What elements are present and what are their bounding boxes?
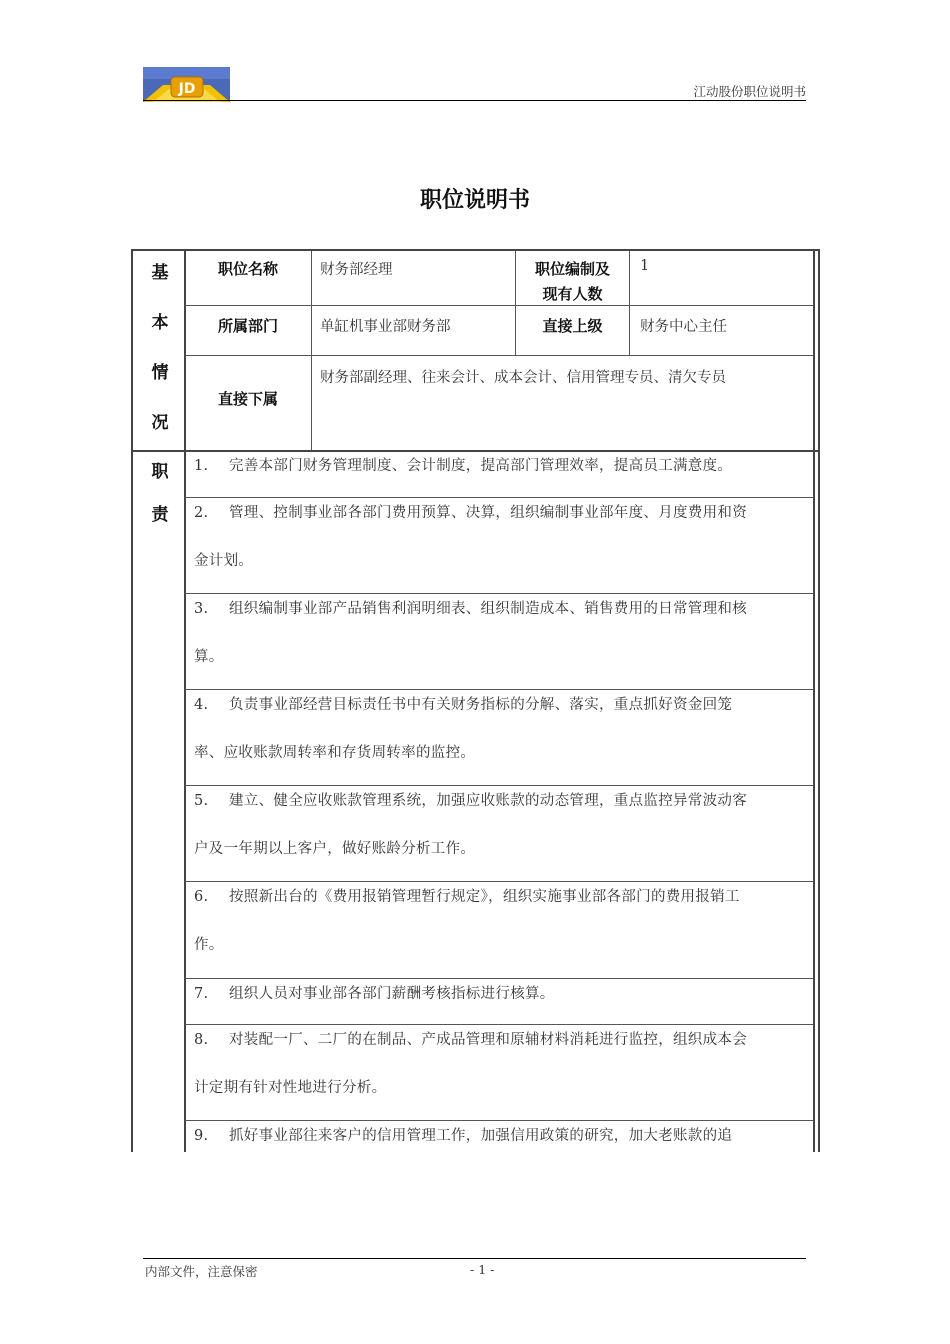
duty-item <box>194 681 810 777</box>
svg-text:JD: JD <box>178 81 196 97</box>
page-title: 职位说明书 <box>419 188 530 213</box>
duty-item <box>194 489 810 585</box>
department-label: 所属部门 <box>217 317 278 335</box>
subordinates-value: 财务部副经理、往来会计、成本会计、信用管理专员、清欠专员 <box>320 370 726 386</box>
headcount-label <box>516 258 629 304</box>
duty-number: 4. <box>194 697 209 713</box>
duty-number: 8. <box>194 1032 209 1048</box>
duty-text: 按照新出台的《费用报销管理暂行规定》，组织实施事业部各部门的费用报销工 <box>229 889 740 905</box>
headcount-label-line1: 职位编制及 <box>534 260 610 278</box>
duty-item <box>194 442 810 490</box>
duty-text: 抓好事业部往来客户的信用管理工作，加强信用政策的研究，加大老账款的追 <box>229 1128 733 1144</box>
position-name-value: 财务部经理 <box>320 262 393 278</box>
duty-text: 组织人员对事业部各部门薪酬考核指标进行核算。 <box>229 986 555 1002</box>
section-column-divider <box>184 251 186 1152</box>
duty-item <box>194 585 810 681</box>
duty-text-continued: 率、应收账款周转率和存货周转率的监控。 <box>194 745 476 761</box>
section-label-char: 职 <box>151 462 169 482</box>
row-divider <box>185 305 813 306</box>
duty-number: 2. <box>194 505 209 521</box>
duty-number: 5. <box>194 793 209 809</box>
duty-number: 3. <box>194 601 209 617</box>
position-name-label: 职位名称 <box>217 260 278 278</box>
duty-text: 组织编制事业部产品销售利润明细表、组织制造成本、销售费用的日常管理和核 <box>229 601 747 617</box>
headcount-value: 1 <box>640 258 650 274</box>
headcount-label-line2: 现有人数 <box>542 285 603 303</box>
confidential-notice: 内部文件，注意保密 <box>145 1264 258 1279</box>
duty-item <box>194 970 810 1018</box>
duty-text: 完善本部门财务管理制度、会计制度，提高部门管理效率，提高员工满意度。 <box>229 458 733 474</box>
duty-text-continued: 金计划。 <box>194 553 254 569</box>
duty-number: 6. <box>194 889 209 905</box>
company-document-title: 江动股份职位说明书 <box>693 84 806 99</box>
section-label-char: 责 <box>151 505 169 525</box>
section-label-char: 本 <box>151 313 169 333</box>
duty-item <box>194 1016 810 1112</box>
section-label-char: 情 <box>151 363 169 383</box>
section-label-char: 况 <box>151 413 169 433</box>
column-divider <box>311 251 312 451</box>
duty-number: 9. <box>194 1128 209 1144</box>
duty-number: 7. <box>194 986 209 1002</box>
page-number: - 1 - <box>470 1262 495 1277</box>
superior-value: 财务中心主任 <box>640 319 727 335</box>
duty-item <box>194 777 810 873</box>
row-divider <box>185 355 813 356</box>
duty-text: 负责事业部经营目标责任书中有关财务指标的分解、落实，重点抓好资金回笼 <box>229 697 733 713</box>
duty-text-continued: 算。 <box>194 649 224 665</box>
section-label-char: 基 <box>151 263 169 283</box>
department-value: 单缸机事业部财务部 <box>320 319 451 335</box>
column-divider <box>629 251 630 355</box>
duty-text-continued: 计定期有针对性地进行分析。 <box>194 1080 387 1096</box>
right-inner-border <box>813 251 815 1152</box>
duty-item <box>194 1112 810 1160</box>
duty-text-continued: 户及一年期以上客户，做好账龄分析工作。 <box>194 841 476 857</box>
duty-text: 对装配一厂、二厂的在制品、产成品管理和原辅材料消耗进行监控，组织成本会 <box>229 1032 747 1048</box>
duty-number: 1. <box>194 458 209 474</box>
duty-text: 管理、控制事业部各部门费用预算、决算，组织编制事业部年度、月度费用和资 <box>229 505 747 521</box>
superior-label: 直接上级 <box>542 317 603 335</box>
header-divider <box>143 100 806 101</box>
footer-divider <box>143 1258 806 1259</box>
subordinates-label: 直接下属 <box>217 390 278 408</box>
duty-text: 建立、健全应收账款管理系统，加强应收账款的动态管理，重点监控异常波动客 <box>229 793 747 809</box>
duty-item <box>194 873 810 969</box>
company-logo <box>143 67 230 102</box>
duty-text-continued: 作。 <box>194 937 224 953</box>
